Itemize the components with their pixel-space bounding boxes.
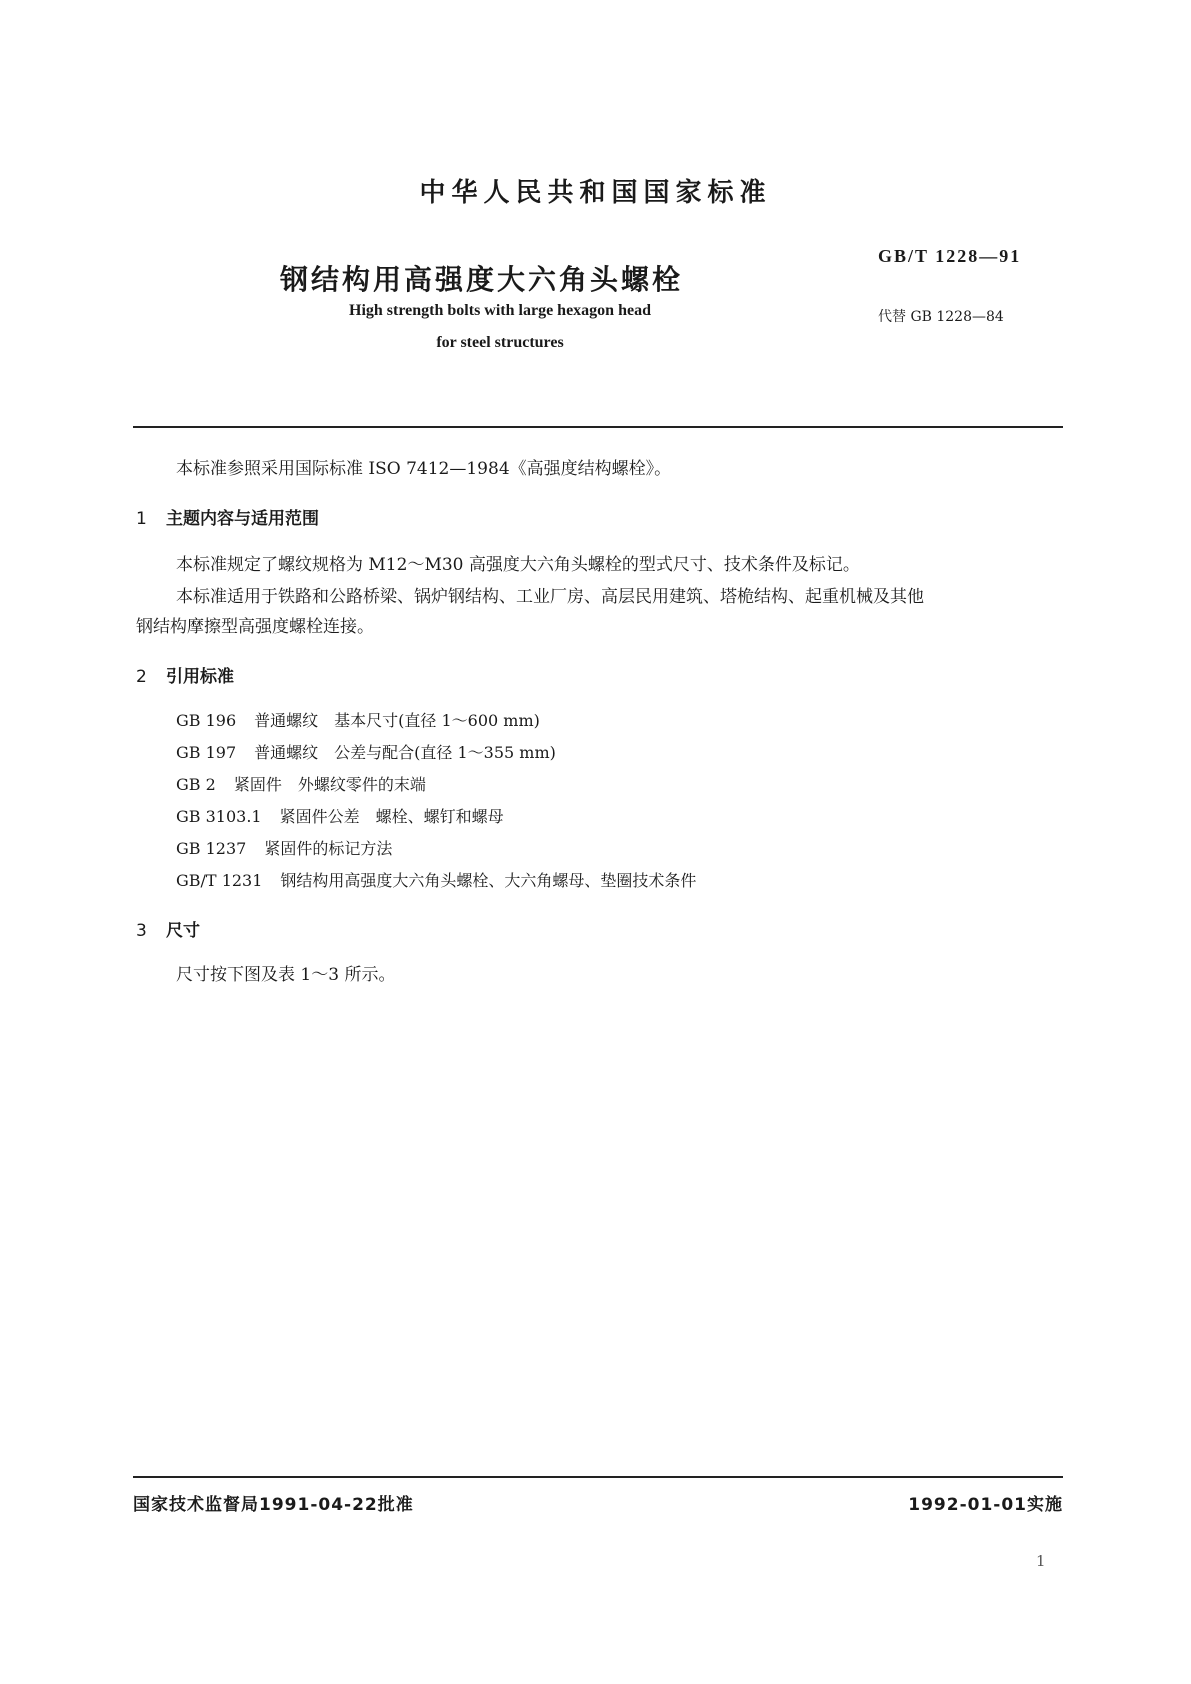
section-number: 1: [136, 509, 147, 529]
document-title-en-line2: for steel structures: [436, 334, 564, 351]
section-1-paragraph: 本标准适用于铁路和公路桥梁、锅炉钢结构、工业厂房、高层民用建筑、塔桅结构、起重机械及其他: [176, 587, 924, 607]
reference-item: [176, 836, 392, 859]
footer-divider: [133, 1476, 1063, 1478]
reference-text: 普通螺纹 基本尺寸(直径 1～600 mm): [254, 711, 540, 730]
reference-text: 紧固件 外螺纹零件的末端: [233, 775, 426, 794]
reference-item: [176, 740, 556, 763]
reference-item: [176, 804, 504, 827]
section-1-paragraph: 钢结构摩擦型高强度螺栓连接。: [136, 617, 374, 637]
header-divider: [133, 426, 1063, 428]
document-title-cn: 钢结构用高强度大六角头螺栓: [280, 263, 684, 296]
reference-code: GB/T 1231: [176, 871, 263, 890]
reference-code: GB 1237: [176, 839, 247, 858]
standard-code: GB/T 1228—91: [878, 246, 1022, 266]
document-title-en-line1: High strength bolts with large hexagon head: [349, 302, 651, 319]
section-1-heading: [136, 504, 319, 529]
section-title: 主题内容与适用范围: [166, 509, 319, 529]
reference-code: GB 196: [176, 711, 237, 730]
reference-text: 普通螺纹 公差与配合(直径 1～355 mm): [254, 743, 556, 762]
reference-code: GB 197: [176, 743, 237, 762]
implementation-date: 1992-01-01实施: [908, 1495, 1063, 1515]
section-title: 引用标准: [166, 667, 234, 687]
section-3-heading: [136, 916, 200, 941]
replaces-standard: 代替 GB 1228—84: [878, 309, 1004, 325]
section-3-paragraph: 尺寸按下图及表 1～3 所示。: [176, 965, 396, 985]
reference-item: [176, 868, 696, 891]
reference-code: GB 2: [176, 775, 216, 794]
section-1-paragraph: 本标准规定了螺纹规格为 M12～M30 高强度大六角头螺栓的型式尺寸、技术条件及标记。: [176, 555, 860, 575]
section-title: 尺寸: [166, 921, 200, 941]
section-number: 2: [136, 667, 147, 687]
intro-paragraph: 本标准参照采用国际标准 ISO 7412—1984《高强度结构螺栓》。: [176, 459, 672, 479]
reference-item: [176, 708, 540, 731]
reference-code: GB 3103.1: [176, 807, 262, 826]
reference-text: 紧固件公差 螺栓、螺钉和螺母: [279, 807, 504, 826]
reference-item: [176, 772, 426, 795]
section-2-heading: [136, 662, 234, 687]
section-number: 3: [136, 921, 147, 941]
approval-line: 国家技术监督局1991-04-22批准: [133, 1495, 414, 1515]
page-number: 1: [1036, 1552, 1046, 1570]
reference-text: 钢结构用高强度大六角头螺栓、大六角螺母、垫圈技术条件: [280, 871, 697, 890]
reference-text: 紧固件的标记方法: [264, 839, 393, 858]
national-standard-heading: 中华人民共和国国家标准: [419, 178, 772, 208]
